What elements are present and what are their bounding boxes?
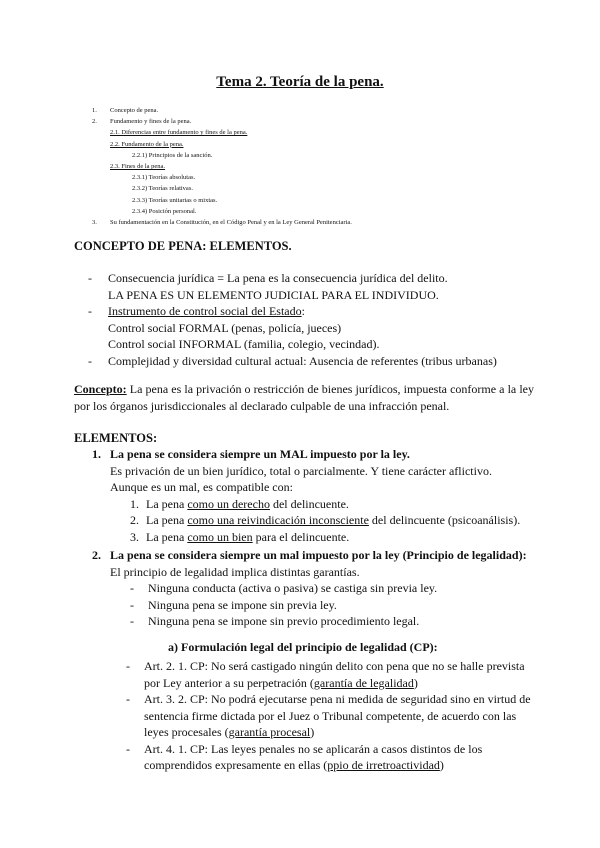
toc-item xyxy=(92,105,352,116)
concepto-text: La pena es la privación o restricción de bienes jurídicos, impuesta conforme a la ley por los órganos jurisdiccionales al declarado culpable de una infracción penal. xyxy=(74,382,534,413)
list-item xyxy=(88,303,497,353)
elementos-list xyxy=(92,446,532,774)
elementos-heading: ELEMENTOS: xyxy=(74,431,158,445)
toc-text: Su fundamentación en la Constitución, en el Código Penal y en la Ley General Penitenciaria. xyxy=(110,219,352,227)
element-title: La pena se considera siempre un mal impuesto por la ley (Principio de legalidad): xyxy=(110,548,527,562)
list-item-text: Control social FORMAL (penas, policía, jueces) xyxy=(108,320,342,335)
article-item xyxy=(124,658,532,691)
list-number: 1. xyxy=(130,496,139,511)
list-item xyxy=(130,512,532,529)
list-item xyxy=(92,446,532,545)
article-text: Art. 4. 1. CP: Las leyes penales no se aplicarán a casos distintos de los comprendidos expresamente en ellas ( xyxy=(144,741,483,772)
article-item xyxy=(124,741,532,774)
toc-item xyxy=(92,150,352,161)
toc-item xyxy=(92,127,352,138)
element-title: La pena se considera siempre un MAL impuesto por la ley. xyxy=(110,447,410,461)
sub-list xyxy=(110,496,532,546)
list-item xyxy=(88,270,497,303)
articles-list xyxy=(110,658,532,774)
list-number: 2. xyxy=(92,548,101,562)
concepto-definition xyxy=(74,381,534,415)
subheading: a) Formulación legal del principio de legalidad (CP): xyxy=(168,639,438,654)
article-text: garantía procesal xyxy=(228,725,311,739)
toc-text: 2.3.1) Teorías absolutas. xyxy=(132,174,196,182)
list-item: - Ninguna conducta (activa o pasiva) se castiga sin previa ley. xyxy=(128,580,532,597)
list-number: 2. xyxy=(130,513,139,527)
toc-text: 2.3. Fines de la pena. xyxy=(110,163,166,171)
toc-text: 2.3.4) Posición personal. xyxy=(132,207,197,215)
list-item-text: La pena xyxy=(146,529,188,544)
concepto-list xyxy=(88,270,497,369)
toc-item xyxy=(92,195,352,206)
list-item-text: - Complejidad y diversidad cultural actual: Ausencia de referentes (tribus urbanas) xyxy=(108,353,497,368)
list-item-text: como un derecho xyxy=(187,496,270,511)
article-text: ) xyxy=(439,758,444,772)
list-item-text: - Consecuencia jurídica = La pena es la consecuencia jurídica del delito. xyxy=(108,271,448,285)
toc-item xyxy=(92,183,352,194)
toc-text: Concepto de pena. xyxy=(110,107,159,114)
list-item: - Ninguna pena se impone sin previo procedimiento legal. xyxy=(128,613,532,630)
concepto-heading: CONCEPTO DE PENA: ELEMENTOS. xyxy=(74,239,292,253)
list-number: 1. xyxy=(92,447,101,461)
toc-text: 2.2. Fundamento de la pena. xyxy=(110,140,184,148)
list-item-text: Control social INFORMAL (familia, colegio, vecindad). xyxy=(108,337,380,351)
concepto-label: Concepto: xyxy=(74,382,127,396)
toc-item xyxy=(92,206,352,217)
toc-text: 2.3.3) Teorías unitarias o mixtas. xyxy=(132,196,218,204)
article-text: garantía de legalidad xyxy=(313,675,414,690)
toc-number: 3. xyxy=(92,219,97,227)
table-of-contents xyxy=(92,105,352,228)
article-text: Art. 3. 2. CP: No podrá ejecutarse pena ni medida de seguridad sino en virtud de sentencia firme dictada por el Juez o Tribunal competente, de acuerdo con las leyes procesales ( xyxy=(144,692,531,739)
list-number: 3. xyxy=(130,529,139,544)
page-title: Tema 2. Teoría de la pena. xyxy=(216,74,384,90)
list-item: - Ninguna pena se impone sin previa ley. xyxy=(128,597,532,614)
toc-item xyxy=(92,161,352,172)
list-item-text: como una reivindicación inconsciente xyxy=(187,513,369,527)
sub-list xyxy=(110,580,532,630)
toc-text: 2.1. Diferencias entre fundamento y fines de la pena. xyxy=(110,129,248,137)
toc-text: Fundamento y fines de la pena. xyxy=(110,118,192,126)
article-text: Art. 2. 1. CP: No será castigado ningún delito con pena que no se halle prevista por Ley anterior a su perpetración ( xyxy=(144,659,525,690)
toc-text: 2.3.2) Teorías relativas. xyxy=(132,185,193,193)
article-text: ) xyxy=(413,675,418,690)
element-text: Aunque es un mal, es compatible con: xyxy=(110,480,293,494)
article-text: ) xyxy=(310,725,315,739)
article-text: ppio de irretroactividad xyxy=(327,758,440,772)
list-item-colon: : xyxy=(301,304,305,318)
element-text: El principio de legalidad implica distintas garantías. xyxy=(110,564,360,579)
list-item-text: La pena xyxy=(146,496,188,511)
toc-item xyxy=(92,172,352,183)
list-item xyxy=(130,529,532,546)
list-item-text: La pena xyxy=(146,513,188,527)
list-item xyxy=(88,353,497,370)
list-item-text: como un bien xyxy=(187,529,253,544)
list-item-text: del delincuente. xyxy=(269,496,349,511)
toc-item xyxy=(92,116,352,127)
list-item xyxy=(92,547,532,774)
list-item xyxy=(130,496,532,513)
toc-text: 2.2.1) Principios de la sanción. xyxy=(132,151,213,159)
list-item-text: Instrumento de control social del Estado xyxy=(108,304,302,318)
list-item-text: LA PENA ES UN ELEMENTO JUDICIAL PARA EL INDIVIDUO. xyxy=(108,287,439,302)
element-text: Es privación de un bien jurídico, total o parcialmente. Y tiene carácter aflictivo. xyxy=(110,463,492,478)
toc-number: 1. xyxy=(92,107,97,114)
toc-item xyxy=(92,139,352,150)
toc-item xyxy=(92,217,352,228)
toc-number: 2. xyxy=(92,118,97,126)
list-item-text: del delincuente (psicoanálisis). xyxy=(368,513,521,527)
article-item xyxy=(124,691,532,741)
list-item-text: para el delincuente. xyxy=(252,529,350,544)
